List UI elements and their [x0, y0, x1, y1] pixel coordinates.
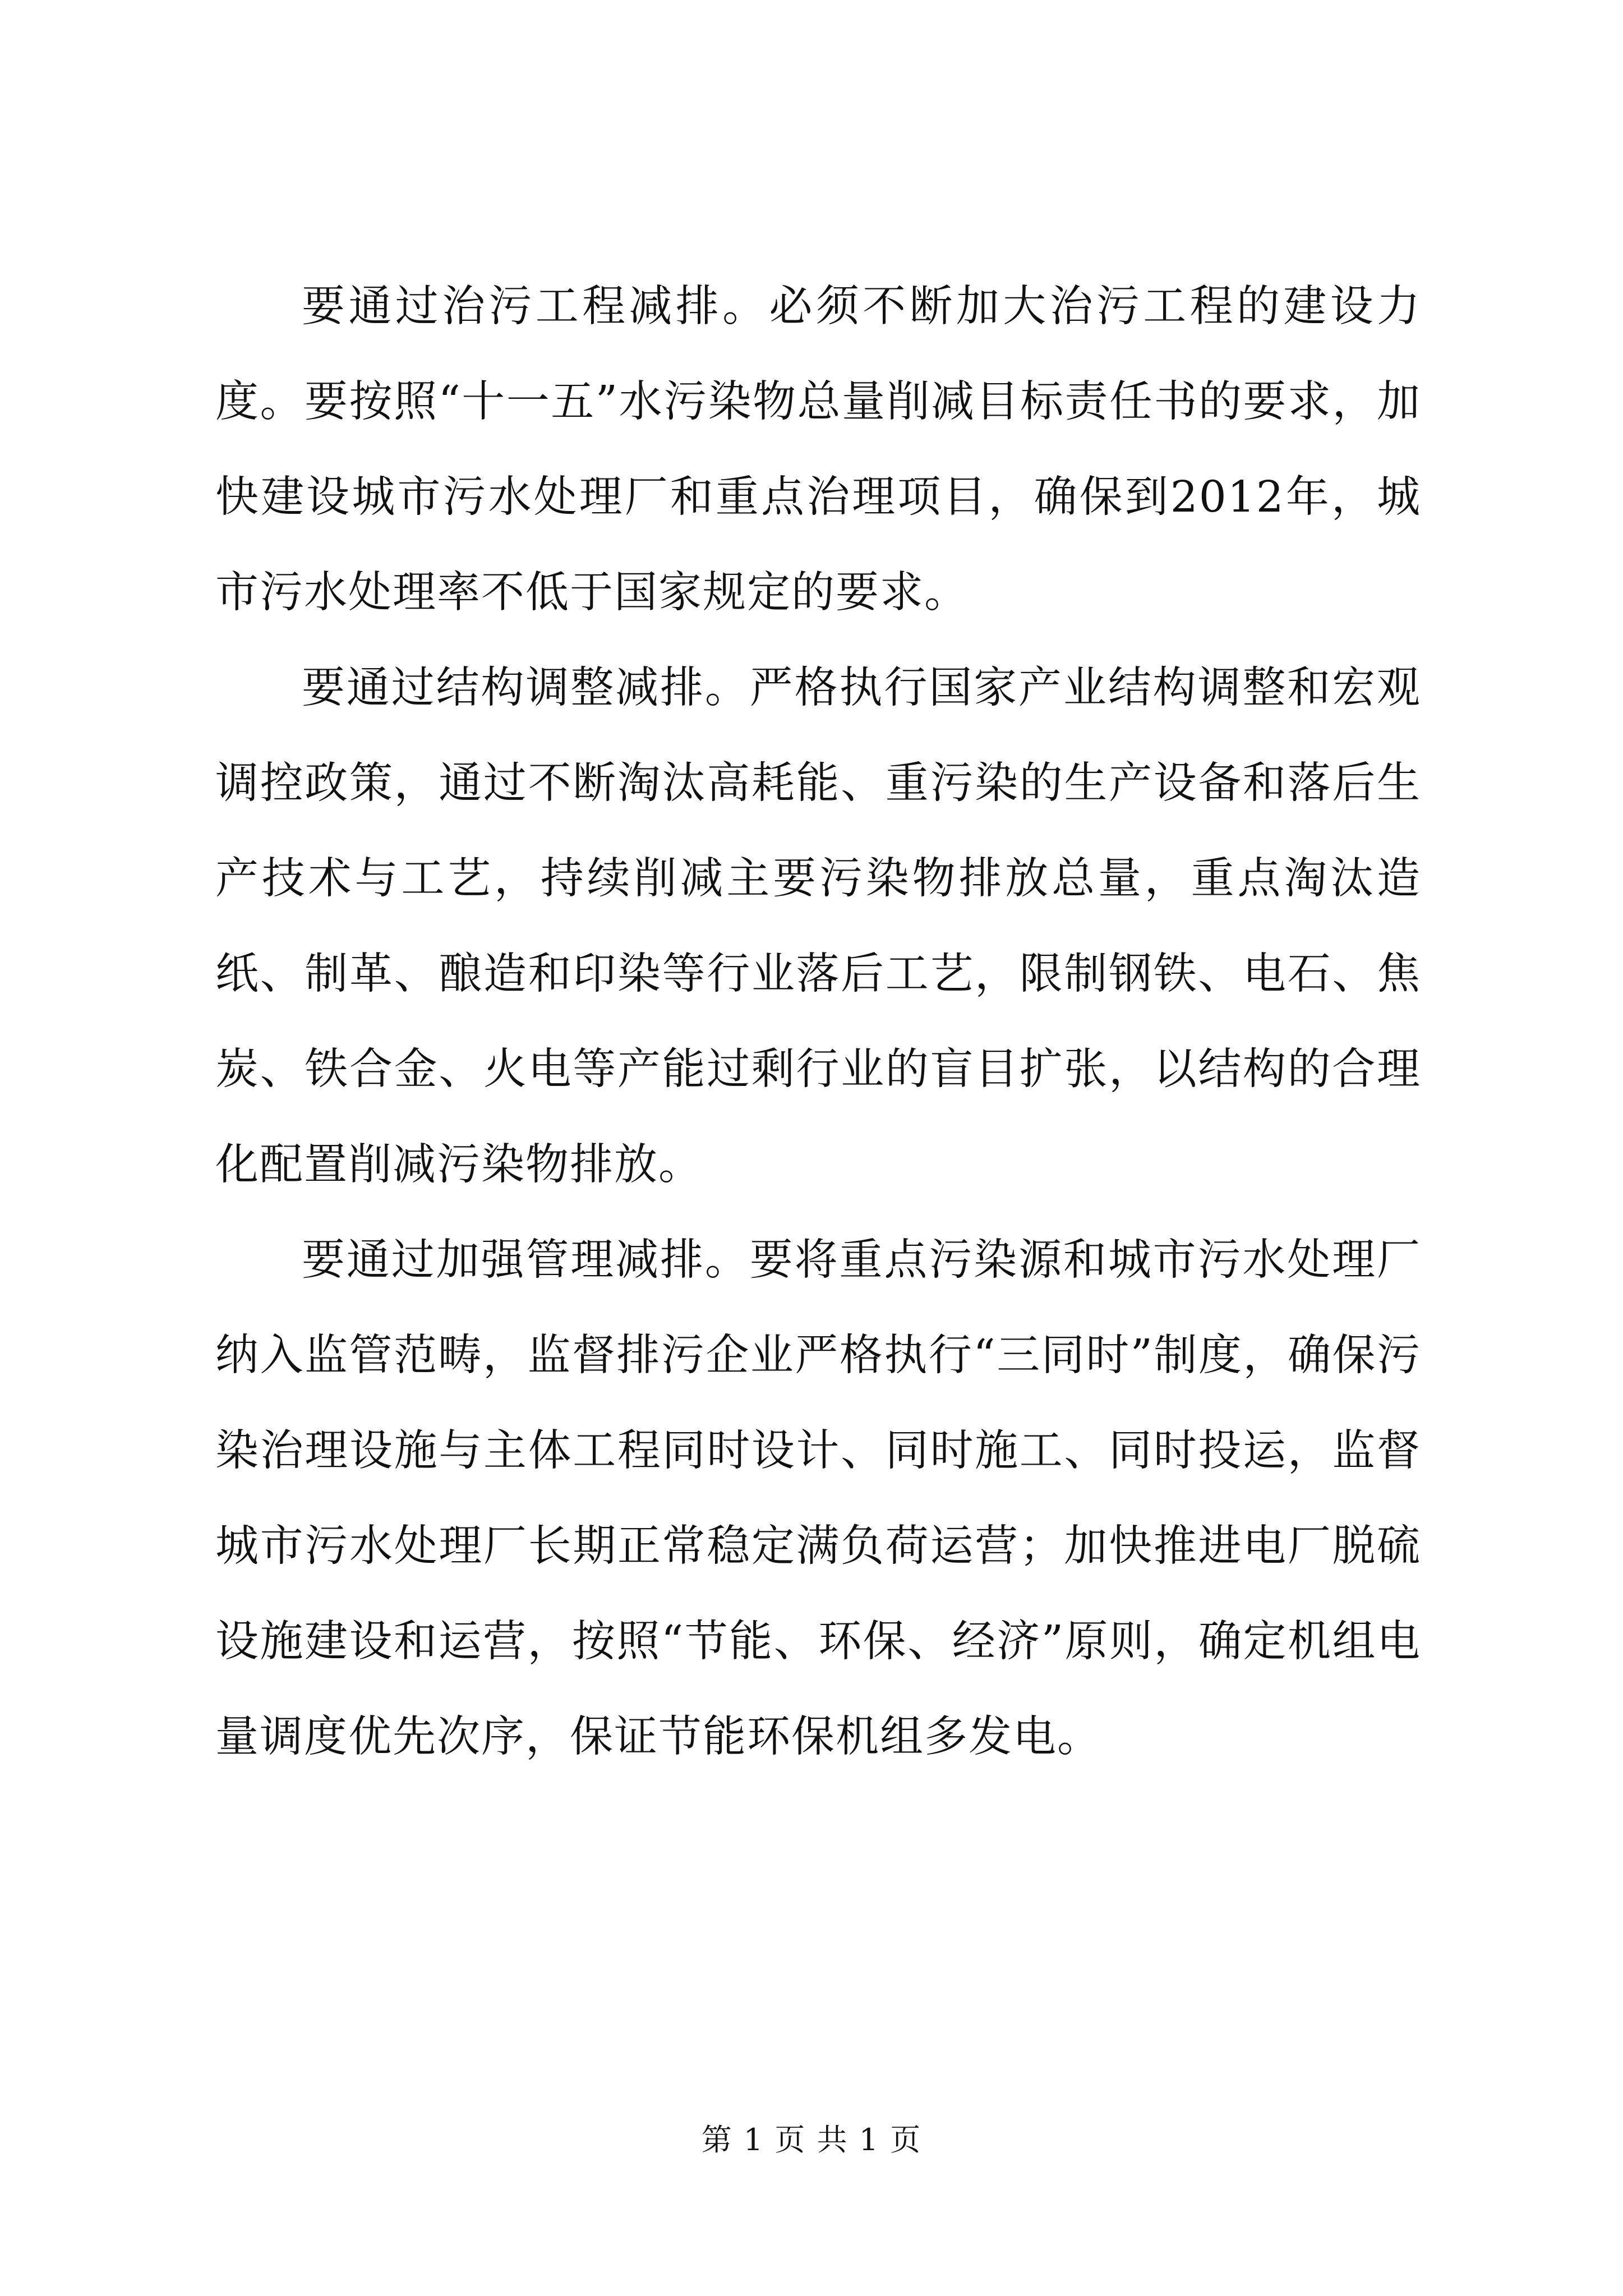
- paragraph-treatment-projects: 要通过治污工程减排。必须不断加大治污工程的建设力度。要按照“十一五”水污染物总量削减目标责任书的要求，加快建设城市污水处理厂和重点治理项目，确保到2012年，城市污水处理率不低于国家规定的要求。: [215, 282, 1421, 618]
- paragraph-structural-adjustment: 要通过结构调整减排。严格执行国家产业结构调整和宏观调控政策，通过不断淘汰高耗能、重污染的生产设备和落后生产技术与工艺，持续削减主要污染物排放总量，重点淘汰造纸、制革、酿造和印染等行业落后工艺，限制钢铁、电石、焦炭、铁合金、火电等产能过剩行业的盲目扩张，以结构的合理化配置削减污染物排放。: [215, 663, 1421, 1190]
- page-footer: 第 1 页 共 1 页: [701, 2122, 922, 2157]
- document-body: [215, 259, 1421, 1785]
- paragraph-strengthen-management: 要通过加强管理减排。要将重点污染源和城市污水处理厂纳入监管范畴，监督排污企业严格执行“三同时”制度，确保污染治理设施与主体工程同时设计、同时施工、同时投运，监督城市污水处理厂长期正常稳定满负荷运营；加快推进电厂脱硫设施建设和运营，按照“节能、环保、经济”原则，确定机组电量调度优先次序，保证节能环保机组多发电。: [215, 1235, 1421, 1762]
